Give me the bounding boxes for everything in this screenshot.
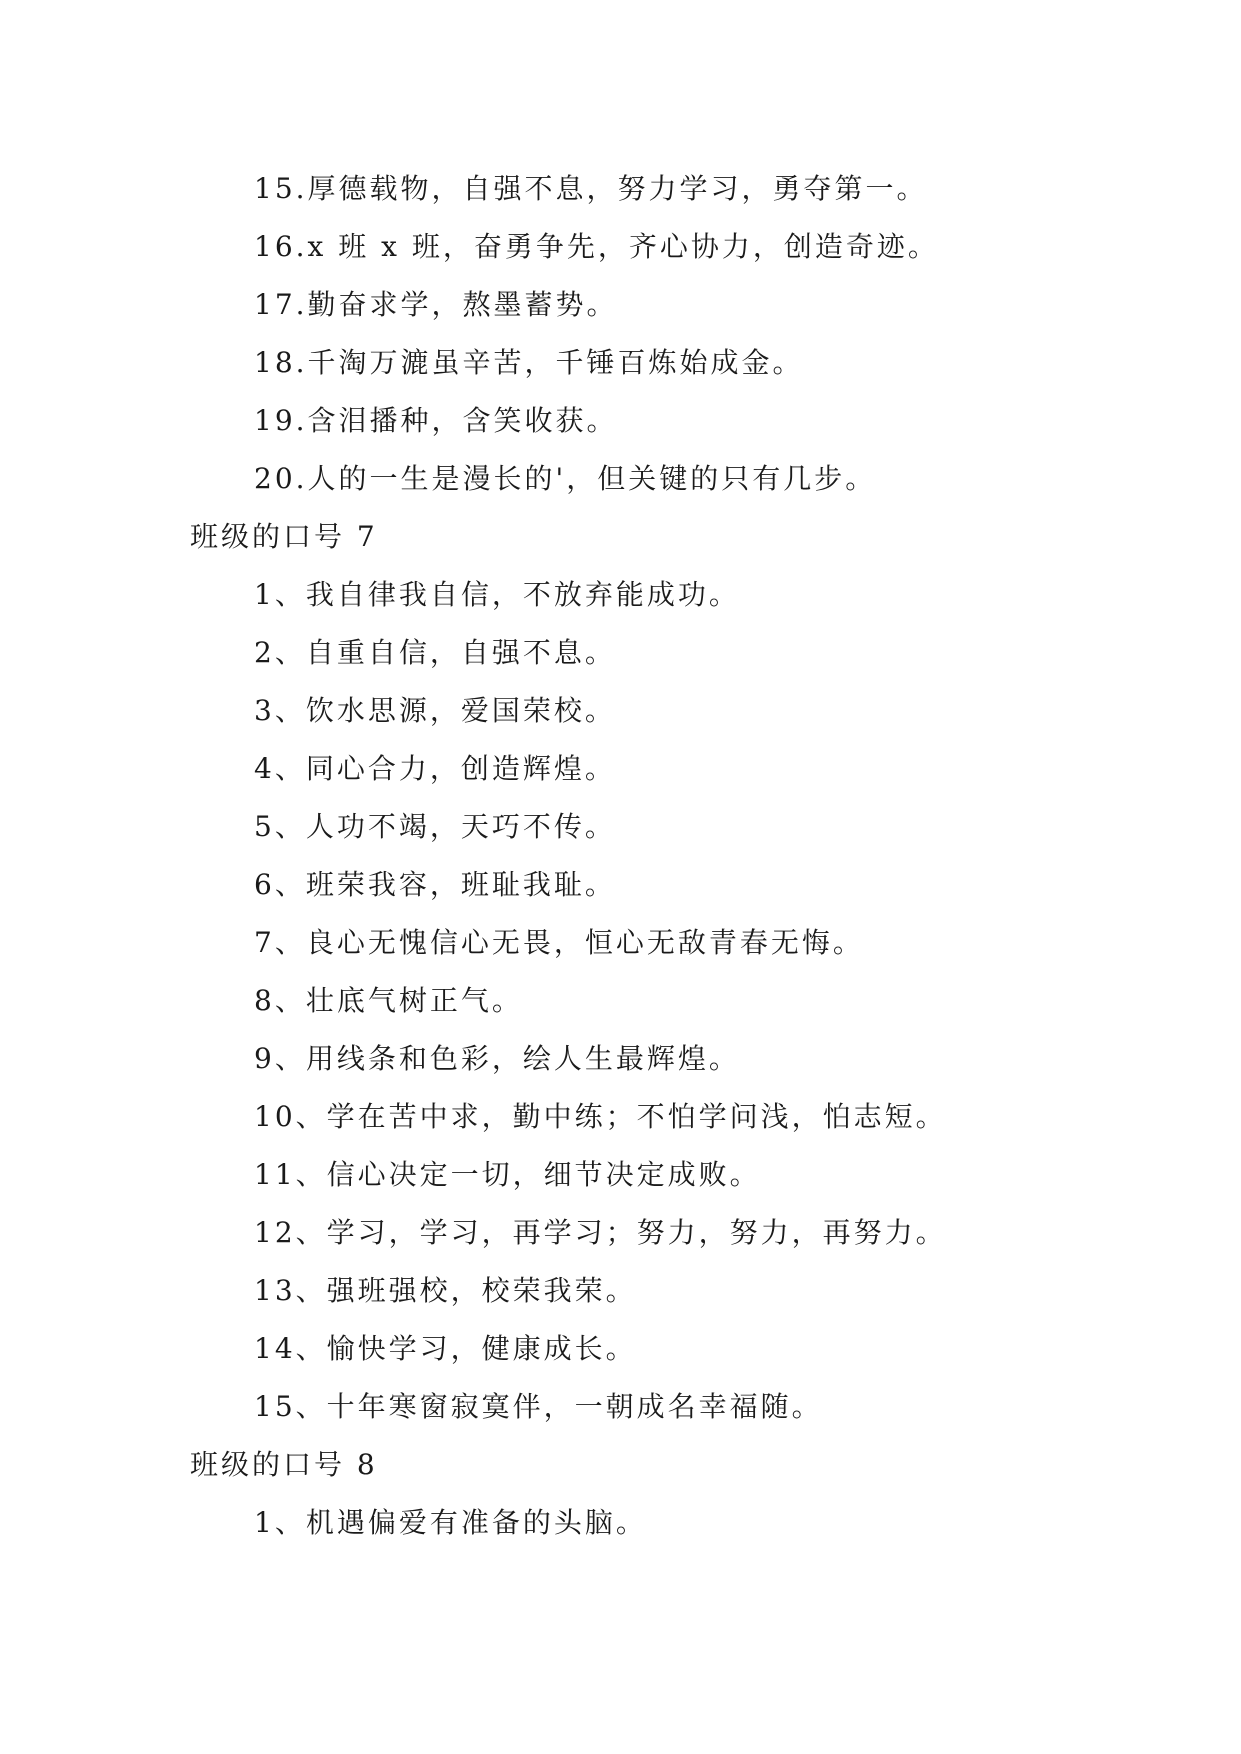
slogan-line: 11、信心决定一切，细节决定成败。 [254,1158,761,1191]
slogan-line: 1、我自律我自信，不放弃能成功。 [254,578,740,611]
slogan-line: 12、学习，学习，再学习；努力，努力，再努力。 [254,1216,947,1249]
slogan-line: 7、良心无愧信心无畏，恒心无敌青春无悔。 [254,926,864,959]
slogan-line: 15、十年寒窗寂寞伴，一朝成名幸福随。 [254,1390,823,1423]
slogan-line: 8、壮底气树正气。 [254,984,523,1017]
slogan-line: 2、自重自信，自强不息。 [254,636,616,669]
slogan-line: 10、学在苦中求，勤中练；不怕学问浅，怕志短。 [254,1100,947,1133]
slogan-line: 17.勤奋求学，熬墨蓄势。 [254,288,618,321]
slogan-line: 3、饮水思源，爱国荣校。 [254,694,616,727]
slogan-line: 20.人的一生是漫长的'，但关键的只有几步。 [254,462,877,495]
section-heading: 班级的口号 7 [190,520,378,553]
slogan-line: 6、班荣我容，班耻我耻。 [254,868,616,901]
document-body [190,160,1090,1552]
slogan-line: 18.千淘万漉虽辛苦，千锤百炼始成金。 [254,346,804,379]
slogan-line: 13、强班强校，校荣我荣。 [254,1274,637,1307]
slogan-line: 15.厚德载物，自强不息，努力学习，勇夺第一。 [254,172,928,205]
slogan-line: 1、机遇偏爱有准备的头脑。 [254,1506,647,1539]
slogan-line: 19.含泪播种，含笑收获。 [254,404,618,437]
slogan-line: 14、愉快学习，健康成长。 [254,1332,637,1365]
slogan-line: 9、用线条和色彩，绘人生最辉煌。 [254,1042,740,1075]
section-heading: 班级的口号 8 [190,1448,378,1481]
slogan-line: 16.x 班 x 班，奋勇争先，齐心协力，创造奇迹。 [254,230,939,263]
slogan-line: 5、人功不竭，天巧不传。 [254,810,616,843]
slogan-line: 4、同心合力，创造辉煌。 [254,752,616,785]
